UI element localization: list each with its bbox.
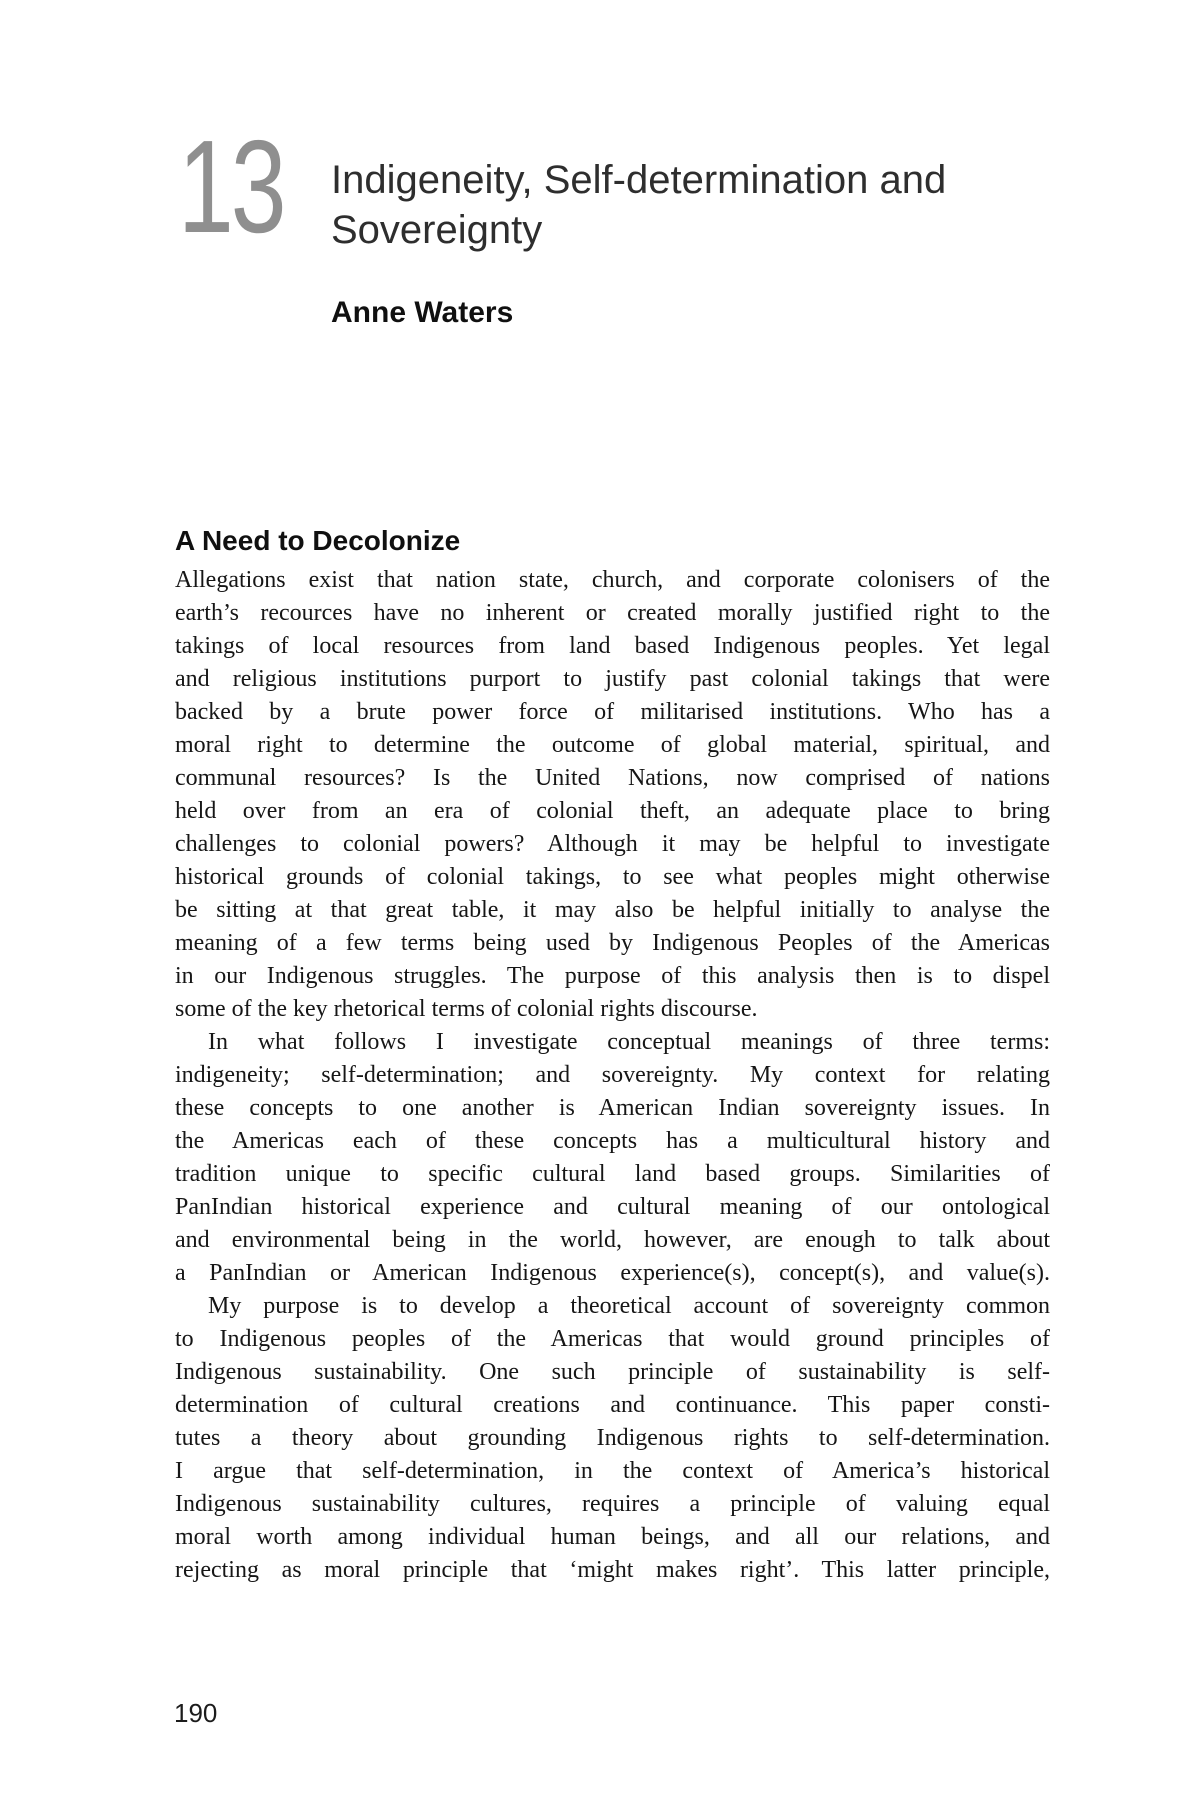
text-line: tradition unique to specific cultural land based groups. Similarities of [175,1161,1050,1187]
text-line: held over from an era of colonial theft, an adequate place to bring [175,798,1050,824]
text-line: rejecting as moral principle that ‘might makes right’. This latter principle, [175,1557,1050,1583]
paragraph-3 [175,1290,1050,1587]
text-line: tutes a theory about grounding Indigenous rights to self-determination. [175,1425,1050,1451]
text-line: moral worth among individual human beings, and all our relations, and [175,1524,1050,1550]
text-line: these concepts to one another is American Indian sovereignty issues. In [175,1095,1050,1121]
text-line: Indigenous sustainability. One such principle of sustainability is self- [175,1359,1050,1385]
text-line: indigeneity; self-determination; and sovereignty. My context for relating [175,1062,1050,1088]
text-line: some of the key rhetorical terms of colonial rights discourse. [175,996,758,1022]
page-number: 190 [174,1698,218,1728]
text-line: I argue that self-determination, in the context of America’s historical [175,1458,1050,1484]
paragraph-1 [175,564,1050,1026]
chapter-number: 13 [178,113,284,260]
text-line: and environmental being in the world, however, are enough to talk about [175,1227,1050,1253]
author-name: Anne Waters [331,296,514,329]
text-line: in our Indigenous struggles. The purpose of this analysis then is to dispel [175,963,1050,989]
text-line: earth’s recources have no inherent or created morally justified right to the [175,600,1050,626]
text-line: a PanIndian or American Indigenous experience(s), concept(s), and value(s). [175,1260,1050,1286]
chapter-title-line-1: Indigeneity, Self-determination and [331,158,947,202]
chapter-title [331,155,946,255]
text-line: PanIndian historical experience and cultural meaning of our ontological [175,1194,1050,1220]
text-line: be sitting at that great table, it may also be helpful initially to analyse the [175,897,1050,923]
text-line: Allegations exist that nation state, church, and corporate colonisers of the [175,567,1050,593]
section-heading: A Need to Decolonize [175,525,461,556]
text-line: In what follows I investigate conceptual meanings of three terms: [208,1029,1050,1055]
paragraph-2 [175,1026,1050,1290]
text-line: My purpose is to develop a theoretical account of sovereignty common [208,1293,1050,1319]
text-line: challenges to colonial powers? Although it may be helpful to investigate [175,831,1050,857]
text-line: meaning of a few terms being used by Indigenous Peoples of the Americas [175,930,1050,956]
body-text [175,564,1050,1587]
text-line: and religious institutions purport to justify past colonial takings that were [175,666,1050,692]
text-line: moral right to determine the outcome of global material, spiritual, and [175,732,1050,758]
text-line: takings of local resources from land based Indigenous peoples. Yet legal [175,633,1050,659]
text-line: the Americas each of these concepts has a multicultural history and [175,1128,1050,1154]
text-line: determination of cultural creations and continuance. This paper consti- [175,1392,1050,1418]
text-line: communal resources? Is the United Nations, now comprised of nations [175,765,1050,791]
text-line: Indigenous sustainability cultures, requires a principle of valuing equal [175,1491,1050,1517]
text-line: to Indigenous peoples of the Americas that would ground principles of [175,1326,1050,1352]
chapter-title-line-2: Sovereignty [331,208,543,252]
text-line: historical grounds of colonial takings, to see what peoples might otherwise [175,864,1050,890]
text-line: backed by a brute power force of militarised institutions. Who has a [175,699,1050,725]
